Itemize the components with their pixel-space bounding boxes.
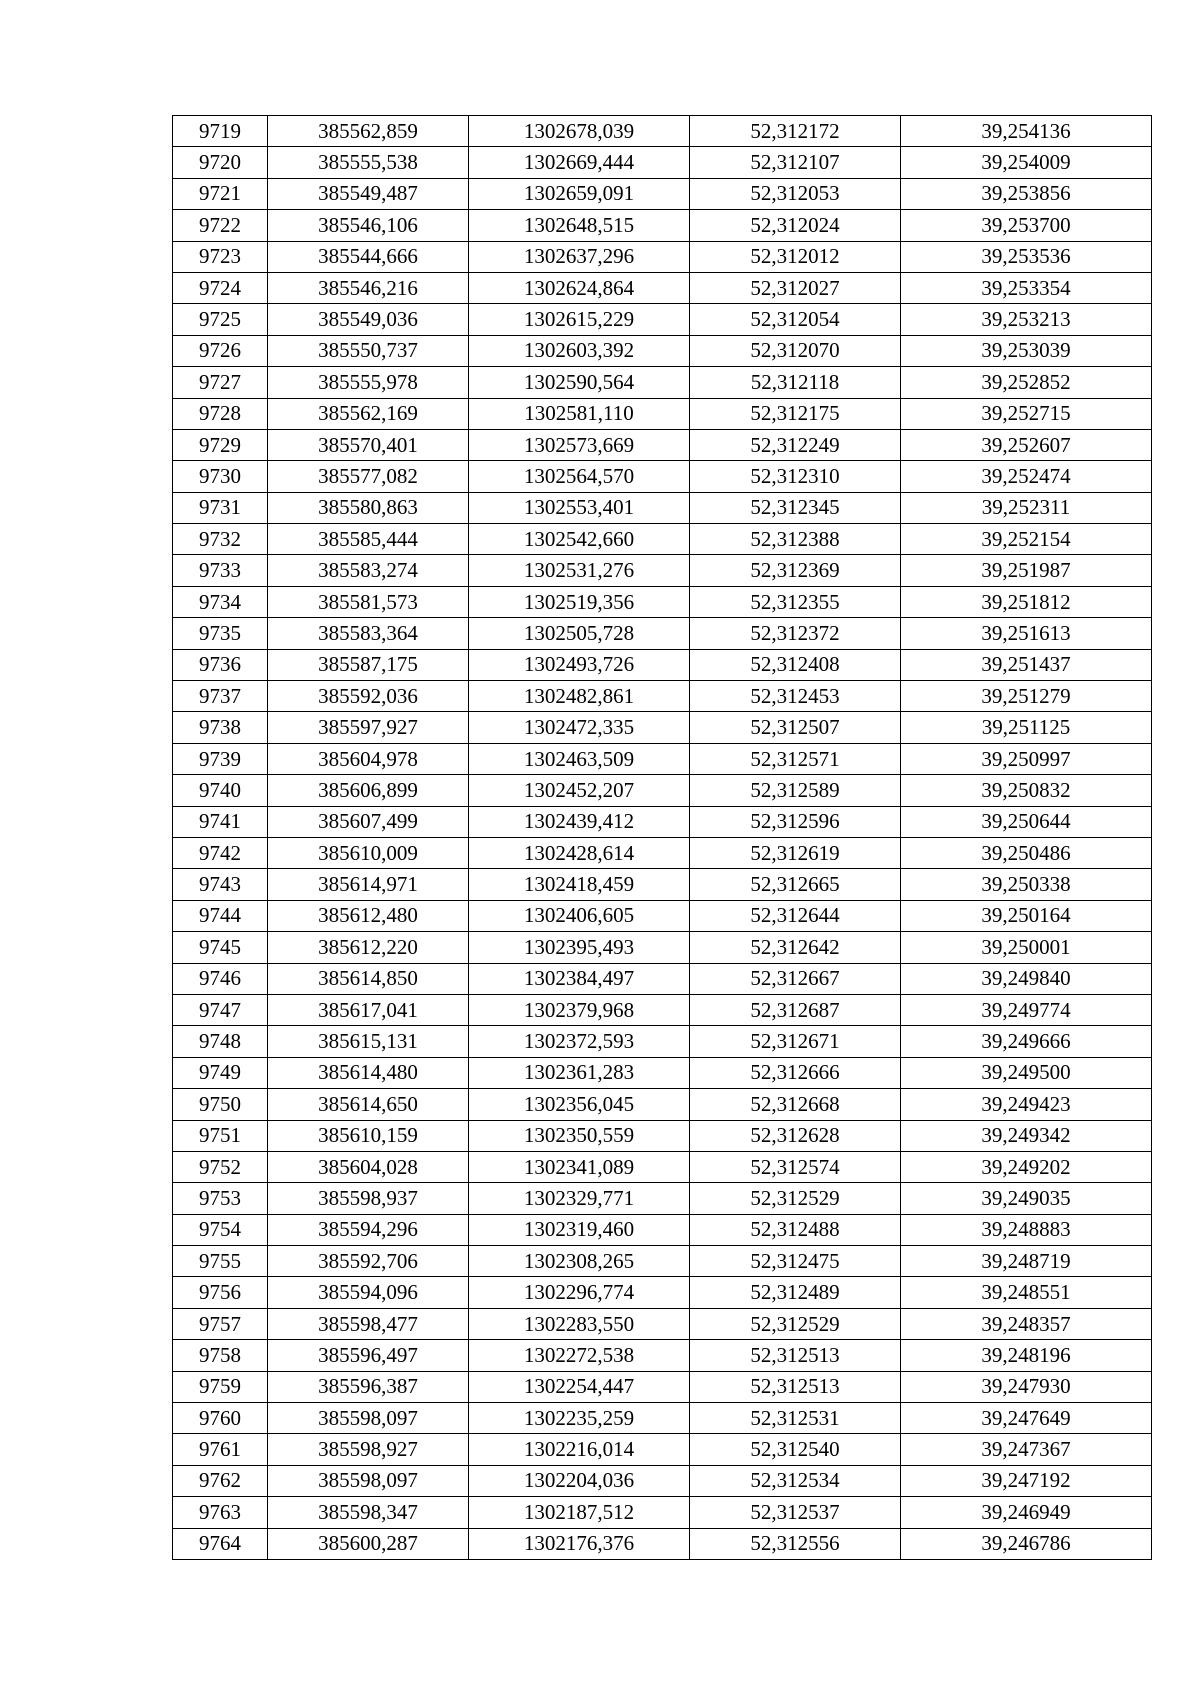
table-row [173, 1434, 1152, 1465]
point-number-cell: 9740 [173, 775, 268, 806]
x-coordinate-cell: 385544,666 [268, 241, 469, 272]
longitude-cell: 39,252852 [901, 367, 1152, 398]
y-coordinate-cell: 1302283,550 [469, 1308, 690, 1339]
x-coordinate-cell: 385614,480 [268, 1057, 469, 1088]
y-coordinate-cell: 1302395,493 [469, 932, 690, 963]
point-number-cell: 9746 [173, 963, 268, 994]
point-number-cell: 9735 [173, 618, 268, 649]
latitude-cell: 52,312053 [690, 178, 901, 209]
y-coordinate-cell: 1302472,335 [469, 712, 690, 743]
latitude-cell: 52,312596 [690, 806, 901, 837]
point-number-cell: 9737 [173, 681, 268, 712]
table-row [173, 304, 1152, 335]
x-coordinate-cell: 385598,477 [268, 1308, 469, 1339]
longitude-cell: 39,253856 [901, 178, 1152, 209]
y-coordinate-cell: 1302341,089 [469, 1151, 690, 1182]
x-coordinate-cell: 385597,927 [268, 712, 469, 743]
longitude-cell: 39,249035 [901, 1183, 1152, 1214]
table-row [173, 524, 1152, 555]
longitude-cell: 39,249202 [901, 1151, 1152, 1182]
longitude-cell: 39,253039 [901, 335, 1152, 366]
y-coordinate-cell: 1302329,771 [469, 1183, 690, 1214]
latitude-cell: 52,312642 [690, 932, 901, 963]
x-coordinate-cell: 385615,131 [268, 1026, 469, 1057]
y-coordinate-cell: 1302439,412 [469, 806, 690, 837]
longitude-cell: 39,250832 [901, 775, 1152, 806]
point-number-cell: 9764 [173, 1528, 268, 1559]
table-row [173, 398, 1152, 429]
point-number-cell: 9725 [173, 304, 268, 335]
point-number-cell: 9733 [173, 555, 268, 586]
y-coordinate-cell: 1302204,036 [469, 1465, 690, 1496]
x-coordinate-cell: 385612,480 [268, 900, 469, 931]
y-coordinate-cell: 1302176,376 [469, 1528, 690, 1559]
table-row [173, 681, 1152, 712]
latitude-cell: 52,312628 [690, 1120, 901, 1151]
x-coordinate-cell: 385549,487 [268, 178, 469, 209]
table-row [173, 1465, 1152, 1496]
table-row [173, 1403, 1152, 1434]
x-coordinate-cell: 385562,859 [268, 116, 469, 147]
x-coordinate-cell: 385570,401 [268, 429, 469, 460]
coordinate-table [172, 115, 1152, 1560]
point-number-cell: 9734 [173, 586, 268, 617]
latitude-cell: 52,312556 [690, 1528, 901, 1559]
point-number-cell: 9727 [173, 367, 268, 398]
latitude-cell: 52,312671 [690, 1026, 901, 1057]
longitude-cell: 39,251125 [901, 712, 1152, 743]
y-coordinate-cell: 1302519,356 [469, 586, 690, 617]
latitude-cell: 52,312172 [690, 116, 901, 147]
y-coordinate-cell: 1302463,509 [469, 743, 690, 774]
x-coordinate-cell: 385598,097 [268, 1465, 469, 1496]
point-number-cell: 9753 [173, 1183, 268, 1214]
longitude-cell: 39,250001 [901, 932, 1152, 963]
x-coordinate-cell: 385604,028 [268, 1151, 469, 1182]
table-row [173, 837, 1152, 868]
point-number-cell: 9719 [173, 116, 268, 147]
longitude-cell: 39,253536 [901, 241, 1152, 272]
y-coordinate-cell: 1302361,283 [469, 1057, 690, 1088]
x-coordinate-cell: 385606,899 [268, 775, 469, 806]
x-coordinate-cell: 385546,216 [268, 272, 469, 303]
x-coordinate-cell: 385555,538 [268, 147, 469, 178]
point-number-cell: 9744 [173, 900, 268, 931]
longitude-cell: 39,248357 [901, 1308, 1152, 1339]
latitude-cell: 52,312408 [690, 649, 901, 680]
point-number-cell: 9757 [173, 1308, 268, 1339]
point-number-cell: 9759 [173, 1371, 268, 1402]
latitude-cell: 52,312666 [690, 1057, 901, 1088]
point-number-cell: 9731 [173, 492, 268, 523]
table-row [173, 775, 1152, 806]
x-coordinate-cell: 385580,863 [268, 492, 469, 523]
table-row [173, 210, 1152, 241]
x-coordinate-cell: 385598,937 [268, 1183, 469, 1214]
longitude-cell: 39,249423 [901, 1089, 1152, 1120]
table-row [173, 1057, 1152, 1088]
longitude-cell: 39,248551 [901, 1277, 1152, 1308]
y-coordinate-cell: 1302187,512 [469, 1497, 690, 1528]
point-number-cell: 9720 [173, 147, 268, 178]
x-coordinate-cell: 385596,497 [268, 1340, 469, 1371]
table-row [173, 963, 1152, 994]
latitude-cell: 52,312475 [690, 1246, 901, 1277]
y-coordinate-cell: 1302615,229 [469, 304, 690, 335]
table-row [173, 1528, 1152, 1559]
table-row [173, 900, 1152, 931]
table-row [173, 367, 1152, 398]
x-coordinate-cell: 385583,364 [268, 618, 469, 649]
table-row [173, 649, 1152, 680]
point-number-cell: 9738 [173, 712, 268, 743]
y-coordinate-cell: 1302542,660 [469, 524, 690, 555]
x-coordinate-cell: 385549,036 [268, 304, 469, 335]
point-number-cell: 9723 [173, 241, 268, 272]
x-coordinate-cell: 385610,009 [268, 837, 469, 868]
latitude-cell: 52,312574 [690, 1151, 901, 1182]
y-coordinate-cell: 1302356,045 [469, 1089, 690, 1120]
latitude-cell: 52,312175 [690, 398, 901, 429]
point-number-cell: 9748 [173, 1026, 268, 1057]
point-number-cell: 9724 [173, 272, 268, 303]
x-coordinate-cell: 385596,387 [268, 1371, 469, 1402]
latitude-cell: 52,312507 [690, 712, 901, 743]
x-coordinate-cell: 385581,573 [268, 586, 469, 617]
x-coordinate-cell: 385592,036 [268, 681, 469, 712]
table-row [173, 1497, 1152, 1528]
latitude-cell: 52,312540 [690, 1434, 901, 1465]
latitude-cell: 52,312687 [690, 994, 901, 1025]
longitude-cell: 39,247367 [901, 1434, 1152, 1465]
y-coordinate-cell: 1302678,039 [469, 116, 690, 147]
table-row [173, 555, 1152, 586]
table-row [173, 492, 1152, 523]
longitude-cell: 39,252154 [901, 524, 1152, 555]
longitude-cell: 39,248196 [901, 1340, 1152, 1371]
x-coordinate-cell: 385614,850 [268, 963, 469, 994]
x-coordinate-cell: 385598,347 [268, 1497, 469, 1528]
x-coordinate-cell: 385617,041 [268, 994, 469, 1025]
longitude-cell: 39,250338 [901, 869, 1152, 900]
x-coordinate-cell: 385546,106 [268, 210, 469, 241]
latitude-cell: 52,312249 [690, 429, 901, 460]
y-coordinate-cell: 1302482,861 [469, 681, 690, 712]
longitude-cell: 39,250644 [901, 806, 1152, 837]
table-row [173, 586, 1152, 617]
latitude-cell: 52,312355 [690, 586, 901, 617]
table-row [173, 178, 1152, 209]
y-coordinate-cell: 1302637,296 [469, 241, 690, 272]
point-number-cell: 9763 [173, 1497, 268, 1528]
point-number-cell: 9752 [173, 1151, 268, 1182]
latitude-cell: 52,312027 [690, 272, 901, 303]
table-row [173, 743, 1152, 774]
y-coordinate-cell: 1302505,728 [469, 618, 690, 649]
table-row [173, 1340, 1152, 1371]
y-coordinate-cell: 1302216,014 [469, 1434, 690, 1465]
point-number-cell: 9742 [173, 837, 268, 868]
table-row [173, 618, 1152, 649]
y-coordinate-cell: 1302379,968 [469, 994, 690, 1025]
longitude-cell: 39,252715 [901, 398, 1152, 429]
table-row [173, 1026, 1152, 1057]
x-coordinate-cell: 385612,220 [268, 932, 469, 963]
x-coordinate-cell: 385598,097 [268, 1403, 469, 1434]
longitude-cell: 39,246949 [901, 1497, 1152, 1528]
y-coordinate-cell: 1302659,091 [469, 178, 690, 209]
table-row [173, 1214, 1152, 1245]
x-coordinate-cell: 385592,706 [268, 1246, 469, 1277]
y-coordinate-cell: 1302648,515 [469, 210, 690, 241]
longitude-cell: 39,254009 [901, 147, 1152, 178]
table-row [173, 241, 1152, 272]
longitude-cell: 39,249774 [901, 994, 1152, 1025]
y-coordinate-cell: 1302406,605 [469, 900, 690, 931]
latitude-cell: 52,312024 [690, 210, 901, 241]
latitude-cell: 52,312667 [690, 963, 901, 994]
point-number-cell: 9754 [173, 1214, 268, 1245]
point-number-cell: 9729 [173, 429, 268, 460]
x-coordinate-cell: 385594,096 [268, 1277, 469, 1308]
x-coordinate-cell: 385587,175 [268, 649, 469, 680]
x-coordinate-cell: 385577,082 [268, 461, 469, 492]
latitude-cell: 52,312369 [690, 555, 901, 586]
longitude-cell: 39,248883 [901, 1214, 1152, 1245]
point-number-cell: 9732 [173, 524, 268, 555]
y-coordinate-cell: 1302296,774 [469, 1277, 690, 1308]
table-row [173, 932, 1152, 963]
table-row [173, 1371, 1152, 1402]
y-coordinate-cell: 1302254,447 [469, 1371, 690, 1402]
y-coordinate-cell: 1302418,459 [469, 869, 690, 900]
x-coordinate-cell: 385555,978 [268, 367, 469, 398]
table-row [173, 1183, 1152, 1214]
table-row [173, 335, 1152, 366]
x-coordinate-cell: 385562,169 [268, 398, 469, 429]
latitude-cell: 52,312529 [690, 1308, 901, 1339]
x-coordinate-cell: 385583,274 [268, 555, 469, 586]
y-coordinate-cell: 1302603,392 [469, 335, 690, 366]
longitude-cell: 39,250997 [901, 743, 1152, 774]
table-row [173, 712, 1152, 743]
y-coordinate-cell: 1302350,559 [469, 1120, 690, 1151]
y-coordinate-cell: 1302428,614 [469, 837, 690, 868]
point-number-cell: 9758 [173, 1340, 268, 1371]
y-coordinate-cell: 1302553,401 [469, 492, 690, 523]
longitude-cell: 39,251437 [901, 649, 1152, 680]
point-number-cell: 9736 [173, 649, 268, 680]
longitude-cell: 39,247192 [901, 1465, 1152, 1496]
x-coordinate-cell: 385550,737 [268, 335, 469, 366]
point-number-cell: 9745 [173, 932, 268, 963]
latitude-cell: 52,312537 [690, 1497, 901, 1528]
latitude-cell: 52,312534 [690, 1465, 901, 1496]
latitude-cell: 52,312070 [690, 335, 901, 366]
latitude-cell: 52,312054 [690, 304, 901, 335]
latitude-cell: 52,312107 [690, 147, 901, 178]
table-row [173, 429, 1152, 460]
point-number-cell: 9749 [173, 1057, 268, 1088]
latitude-cell: 52,312453 [690, 681, 901, 712]
point-number-cell: 9751 [173, 1120, 268, 1151]
table-row [173, 1089, 1152, 1120]
table-row [173, 1120, 1152, 1151]
latitude-cell: 52,312644 [690, 900, 901, 931]
latitude-cell: 52,312665 [690, 869, 901, 900]
table-row [173, 147, 1152, 178]
longitude-cell: 39,251987 [901, 555, 1152, 586]
latitude-cell: 52,312388 [690, 524, 901, 555]
x-coordinate-cell: 385604,978 [268, 743, 469, 774]
latitude-cell: 52,312529 [690, 1183, 901, 1214]
y-coordinate-cell: 1302308,265 [469, 1246, 690, 1277]
longitude-cell: 39,253700 [901, 210, 1152, 241]
latitude-cell: 52,312513 [690, 1371, 901, 1402]
latitude-cell: 52,312571 [690, 743, 901, 774]
y-coordinate-cell: 1302452,207 [469, 775, 690, 806]
longitude-cell: 39,251279 [901, 681, 1152, 712]
y-coordinate-cell: 1302590,564 [469, 367, 690, 398]
y-coordinate-cell: 1302372,593 [469, 1026, 690, 1057]
point-number-cell: 9726 [173, 335, 268, 366]
longitude-cell: 39,249342 [901, 1120, 1152, 1151]
y-coordinate-cell: 1302493,726 [469, 649, 690, 680]
x-coordinate-cell: 385614,971 [268, 869, 469, 900]
longitude-cell: 39,247930 [901, 1371, 1152, 1402]
y-coordinate-cell: 1302235,259 [469, 1403, 690, 1434]
table-row [173, 1277, 1152, 1308]
latitude-cell: 52,312345 [690, 492, 901, 523]
y-coordinate-cell: 1302624,864 [469, 272, 690, 303]
y-coordinate-cell: 1302319,460 [469, 1214, 690, 1245]
point-number-cell: 9728 [173, 398, 268, 429]
longitude-cell: 39,247649 [901, 1403, 1152, 1434]
latitude-cell: 52,312118 [690, 367, 901, 398]
point-number-cell: 9750 [173, 1089, 268, 1120]
point-number-cell: 9722 [173, 210, 268, 241]
point-number-cell: 9756 [173, 1277, 268, 1308]
point-number-cell: 9721 [173, 178, 268, 209]
latitude-cell: 52,312310 [690, 461, 901, 492]
latitude-cell: 52,312619 [690, 837, 901, 868]
point-number-cell: 9743 [173, 869, 268, 900]
longitude-cell: 39,252607 [901, 429, 1152, 460]
y-coordinate-cell: 1302272,538 [469, 1340, 690, 1371]
y-coordinate-cell: 1302384,497 [469, 963, 690, 994]
table-row [173, 1151, 1152, 1182]
longitude-cell: 39,246786 [901, 1528, 1152, 1559]
longitude-cell: 39,253213 [901, 304, 1152, 335]
latitude-cell: 52,312668 [690, 1089, 901, 1120]
x-coordinate-cell: 385598,927 [268, 1434, 469, 1465]
y-coordinate-cell: 1302564,570 [469, 461, 690, 492]
point-number-cell: 9730 [173, 461, 268, 492]
table-row [173, 994, 1152, 1025]
longitude-cell: 39,250164 [901, 900, 1152, 931]
longitude-cell: 39,254136 [901, 116, 1152, 147]
x-coordinate-cell: 385607,499 [268, 806, 469, 837]
point-number-cell: 9761 [173, 1434, 268, 1465]
latitude-cell: 52,312372 [690, 618, 901, 649]
y-coordinate-cell: 1302573,669 [469, 429, 690, 460]
longitude-cell: 39,249500 [901, 1057, 1152, 1088]
point-number-cell: 9739 [173, 743, 268, 774]
point-number-cell: 9747 [173, 994, 268, 1025]
latitude-cell: 52,312012 [690, 241, 901, 272]
point-number-cell: 9741 [173, 806, 268, 837]
x-coordinate-cell: 385585,444 [268, 524, 469, 555]
table-row [173, 116, 1152, 147]
table-row [173, 806, 1152, 837]
longitude-cell: 39,251812 [901, 586, 1152, 617]
point-number-cell: 9760 [173, 1403, 268, 1434]
longitude-cell: 39,248719 [901, 1246, 1152, 1277]
longitude-cell: 39,249666 [901, 1026, 1152, 1057]
longitude-cell: 39,253354 [901, 272, 1152, 303]
y-coordinate-cell: 1302669,444 [469, 147, 690, 178]
longitude-cell: 39,252311 [901, 492, 1152, 523]
longitude-cell: 39,252474 [901, 461, 1152, 492]
coordinate-table-body [173, 116, 1152, 1560]
latitude-cell: 52,312589 [690, 775, 901, 806]
y-coordinate-cell: 1302581,110 [469, 398, 690, 429]
latitude-cell: 52,312489 [690, 1277, 901, 1308]
x-coordinate-cell: 385600,287 [268, 1528, 469, 1559]
x-coordinate-cell: 385610,159 [268, 1120, 469, 1151]
longitude-cell: 39,250486 [901, 837, 1152, 868]
table-row [173, 1308, 1152, 1339]
latitude-cell: 52,312513 [690, 1340, 901, 1371]
y-coordinate-cell: 1302531,276 [469, 555, 690, 586]
x-coordinate-cell: 385594,296 [268, 1214, 469, 1245]
point-number-cell: 9762 [173, 1465, 268, 1496]
longitude-cell: 39,249840 [901, 963, 1152, 994]
x-coordinate-cell: 385614,650 [268, 1089, 469, 1120]
table-row [173, 869, 1152, 900]
latitude-cell: 52,312488 [690, 1214, 901, 1245]
table-row [173, 461, 1152, 492]
table-row [173, 1246, 1152, 1277]
table-row [173, 272, 1152, 303]
latitude-cell: 52,312531 [690, 1403, 901, 1434]
longitude-cell: 39,251613 [901, 618, 1152, 649]
point-number-cell: 9755 [173, 1246, 268, 1277]
